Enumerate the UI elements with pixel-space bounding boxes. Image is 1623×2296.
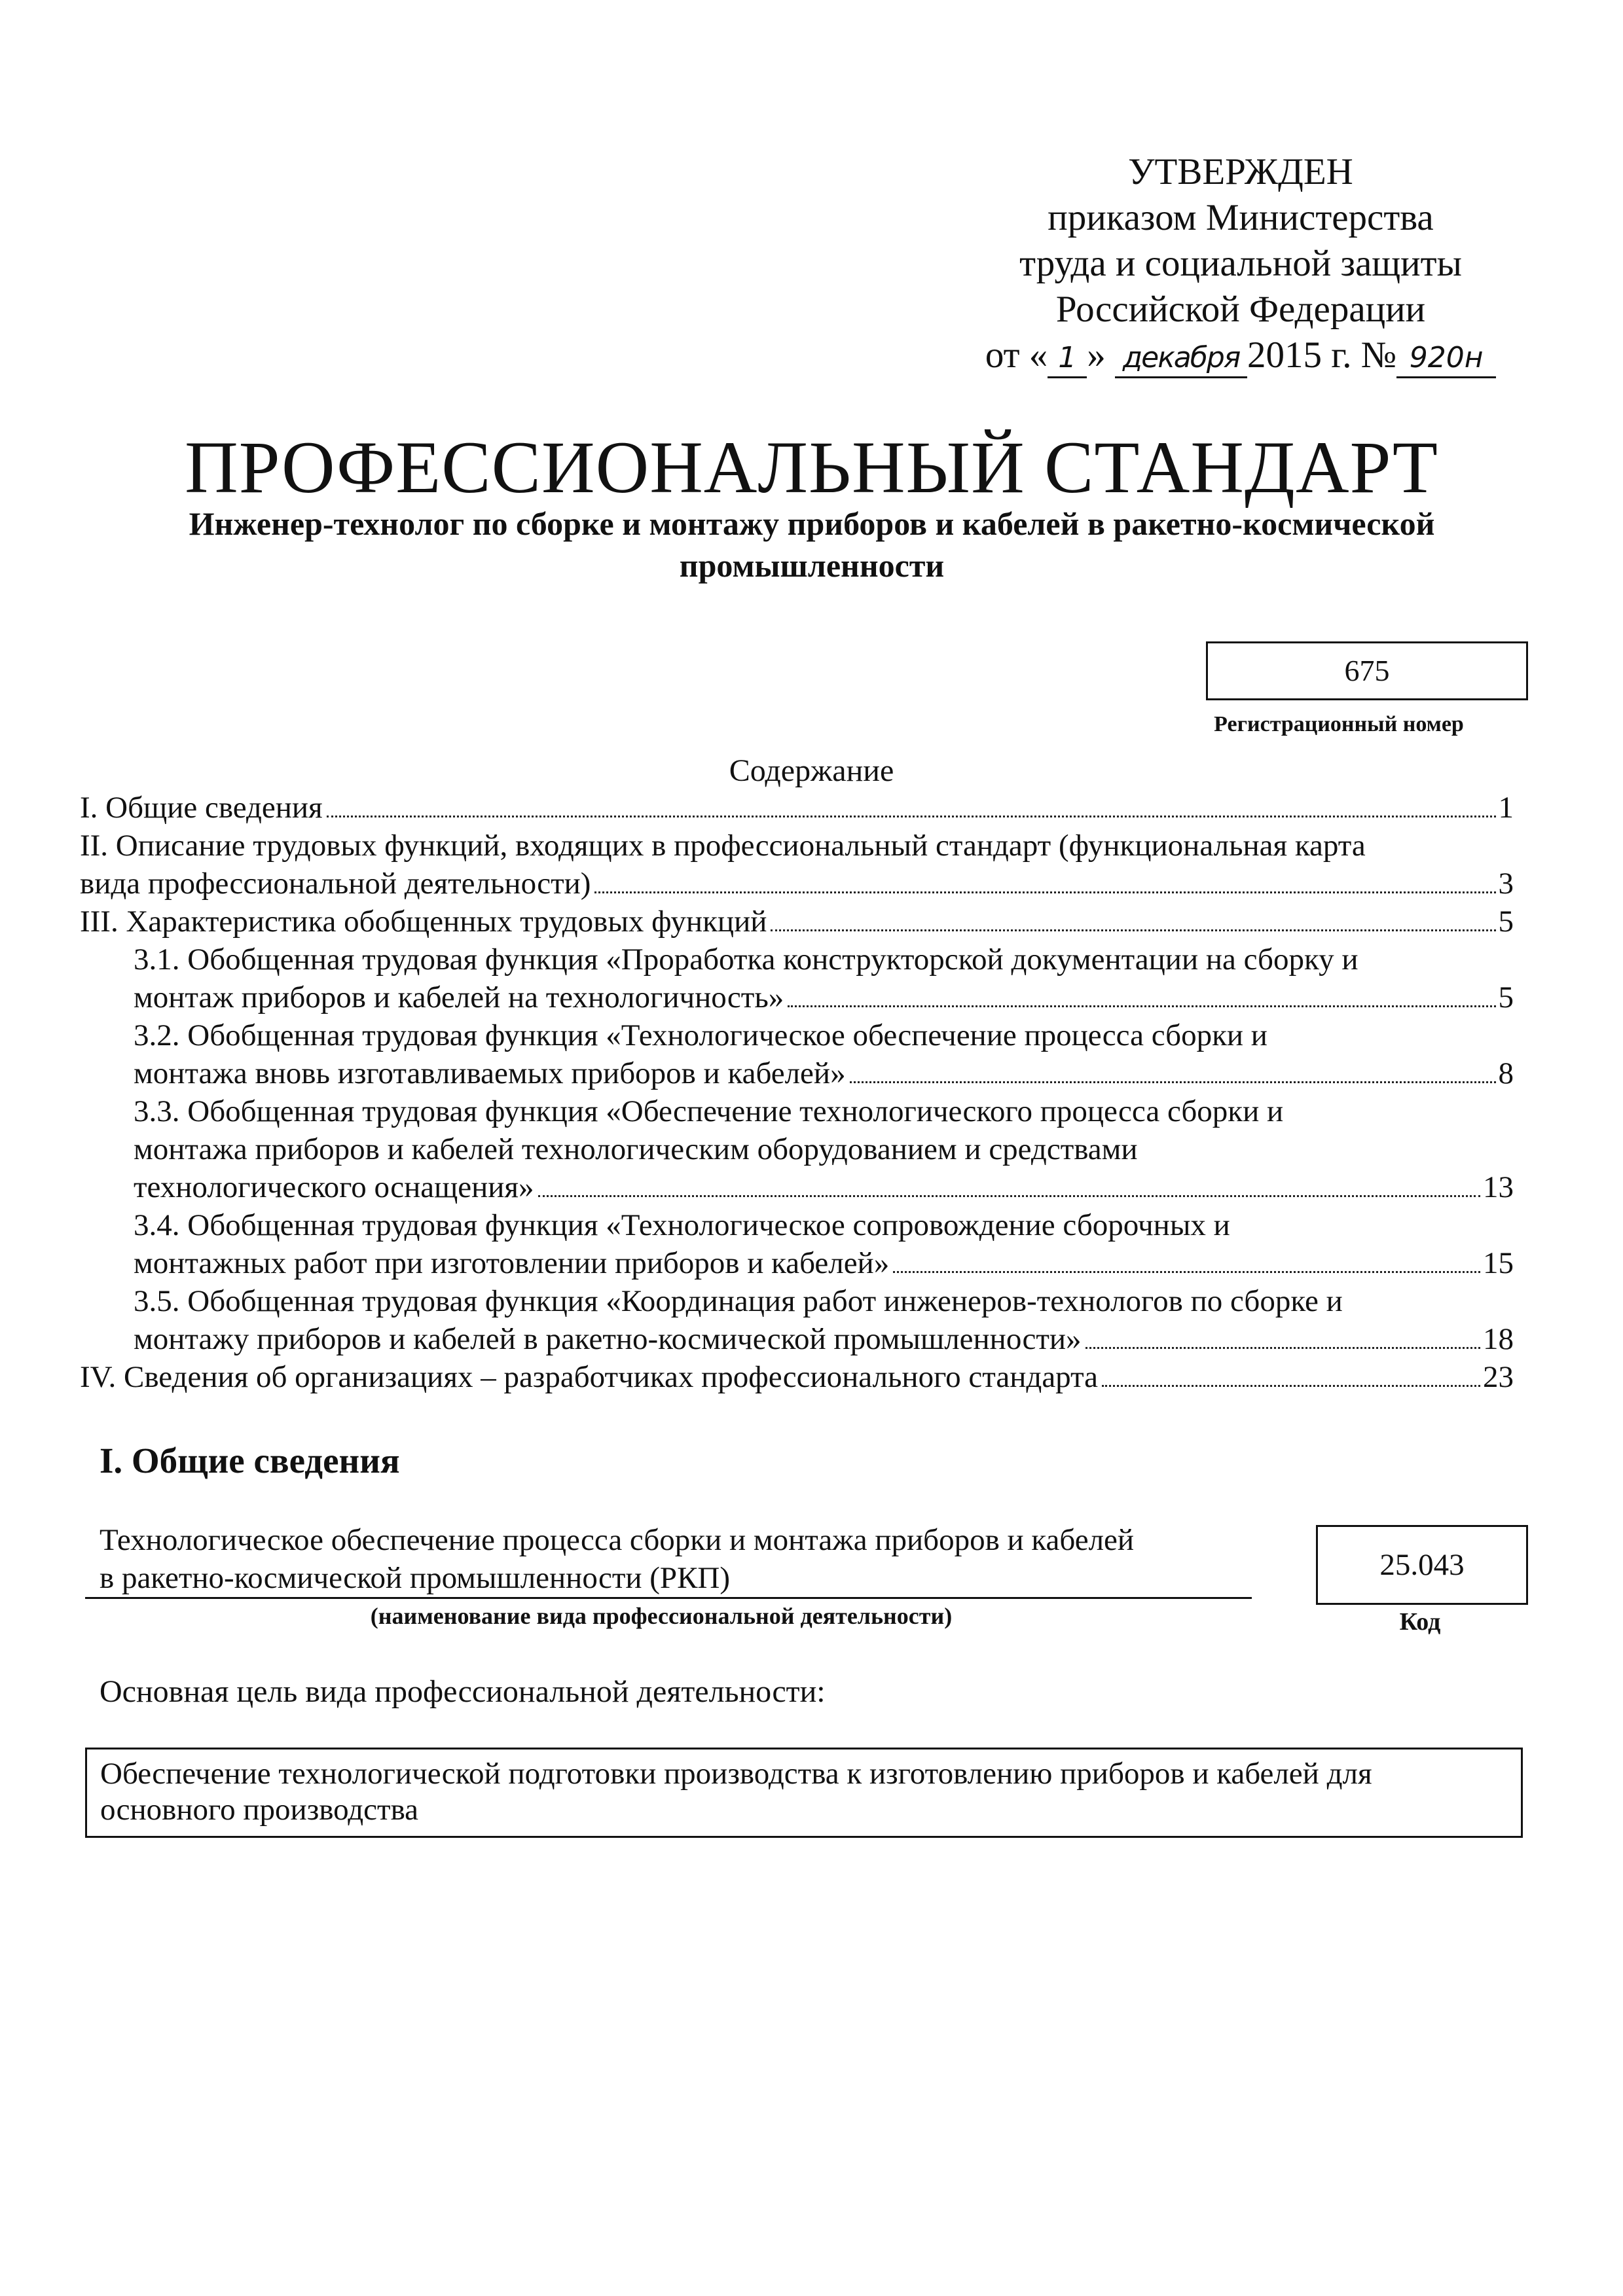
dot-leader [771, 929, 1495, 931]
handwritten-order-number: 920н [1396, 340, 1496, 378]
toc-page-number: 18 [1483, 1322, 1514, 1356]
toc-item-text: 3.4. Обобщенная трудовая функция «Технологическое сопровождение сборочных и [134, 1208, 1230, 1242]
toc-item-text: 3.1. Обобщенная трудовая функция «Проработка конструкторской документации на сборку и [134, 942, 1359, 977]
toc-item-text: II. Описание трудовых функций, входящих в профессиональный стандарт (функциональная карта [80, 829, 1366, 863]
toc-item-text: III. Характеристика обобщенных трудовых функций [80, 905, 767, 939]
toc-item[interactable] [80, 941, 1514, 1016]
dot-leader [1085, 1347, 1480, 1349]
approval-block [936, 149, 1545, 378]
toc-item-text: IV. Сведения об организациях – разработчиках профессионального стандарта [80, 1360, 1099, 1394]
toc-page-number: 8 [1498, 1056, 1514, 1090]
year-label: 2015 г. № [1247, 334, 1397, 376]
toc-item-text: монтажных работ при изготовлении приборов и кабелей» [134, 1246, 890, 1280]
toc-item-text: монтажа приборов и кабелей технологическим оборудованием и средствами [134, 1132, 1138, 1166]
document-title: ПРОФЕССИОНАЛЬНЫЙ СТАНДАРТ [185, 427, 1438, 509]
toc-item[interactable] [80, 789, 1514, 827]
dot-leader [1102, 1385, 1480, 1387]
handwritten-day: 1 [1048, 340, 1087, 378]
activity-name-line: Технологическое обеспечение процесса сборки и монтажа приборов и кабелей [100, 1523, 1135, 1557]
dot-leader [327, 816, 1496, 817]
activity-code-box: 25.043 [1316, 1525, 1528, 1605]
toc-item-text: 3.2. Обобщенная трудовая функция «Технологическое обеспечение процесса сборки и [134, 1018, 1267, 1052]
toc-item[interactable] [80, 1092, 1514, 1206]
toc-item[interactable] [80, 1282, 1514, 1358]
registration-number-label: Регистрационный номер [1214, 712, 1464, 736]
toc-item-text: 3.5. Обобщенная трудовая функция «Координация работ инженеров-технологов по сборке и [134, 1284, 1343, 1318]
approval-line: приказом Министерства [1048, 197, 1434, 238]
section-heading: I. Общие сведения [100, 1441, 400, 1480]
toc-page-number: 1 [1498, 791, 1514, 825]
document-subtitle: Инженер-технолог по сборке и монтажу приборов и кабелей в ракетно-космической промышленности [189, 505, 1435, 584]
toc-item-text: монтаж приборов и кабелей на технологичность» [134, 980, 784, 1014]
activity-name-caption: (наименование вида профессиональной деятельности) [370, 1603, 953, 1629]
toc-item-text: 3.3. Обобщенная трудовая функция «Обеспечение технологического процесса сборки и [134, 1094, 1284, 1128]
toc-item[interactable] [80, 827, 1514, 903]
dot-leader [594, 891, 1495, 893]
toc-page-number: 15 [1483, 1246, 1514, 1280]
dot-leader [850, 1081, 1496, 1083]
toc-page-number: 3 [1498, 867, 1514, 901]
toc-item[interactable] [80, 1206, 1514, 1282]
goal-label: Основная цель вида профессиональной деятельности: [100, 1674, 826, 1709]
from-label: от « [985, 334, 1048, 376]
dot-leader [538, 1195, 1480, 1197]
dot-leader [893, 1271, 1480, 1273]
activity-name-line: в ракетно-космической промышленности (РКП) [100, 1561, 731, 1595]
handwritten-month: декабря [1115, 340, 1247, 378]
contents-heading: Содержание [729, 753, 894, 788]
toc-item[interactable] [80, 1016, 1514, 1092]
toc-item[interactable] [80, 903, 1514, 941]
approval-line: Российской Федерации [1055, 289, 1426, 330]
registration-number-box: 675 [1206, 641, 1528, 700]
close-quote: » [1087, 334, 1106, 376]
dot-leader [788, 1005, 1495, 1007]
goal-text-line: основного производства [100, 1793, 419, 1827]
toc-page-number: 13 [1483, 1170, 1514, 1204]
toc-item-text: I. Общие сведения [80, 791, 323, 825]
toc-item-text: технологического оснащения» [134, 1170, 534, 1204]
toc-page-number: 5 [1498, 980, 1514, 1014]
toc-item-text: монтажу приборов и кабелей в ракетно-космической промышленности» [134, 1322, 1082, 1356]
goal-text-line: Обеспечение технологической подготовки производства к изготовлению приборов и кабелей для [100, 1757, 1372, 1791]
approval-date-line [936, 332, 1545, 378]
toc-item-text: монтажа вновь изготавливаемых приборов и кабелей» [134, 1056, 846, 1090]
toc-page-number: 5 [1498, 905, 1514, 939]
approval-title: УТВЕРЖДЕН [1128, 151, 1353, 192]
activity-name-field [85, 1521, 1252, 1599]
toc-page-number: 23 [1483, 1360, 1514, 1394]
table-of-contents [80, 789, 1514, 1396]
toc-item-text: вида профессиональной деятельности) [80, 867, 591, 901]
toc-item[interactable] [80, 1358, 1514, 1396]
activity-code-caption: Код [1399, 1608, 1441, 1636]
approval-line: труда и социальной защиты [1019, 243, 1462, 284]
goal-box [85, 1748, 1523, 1838]
